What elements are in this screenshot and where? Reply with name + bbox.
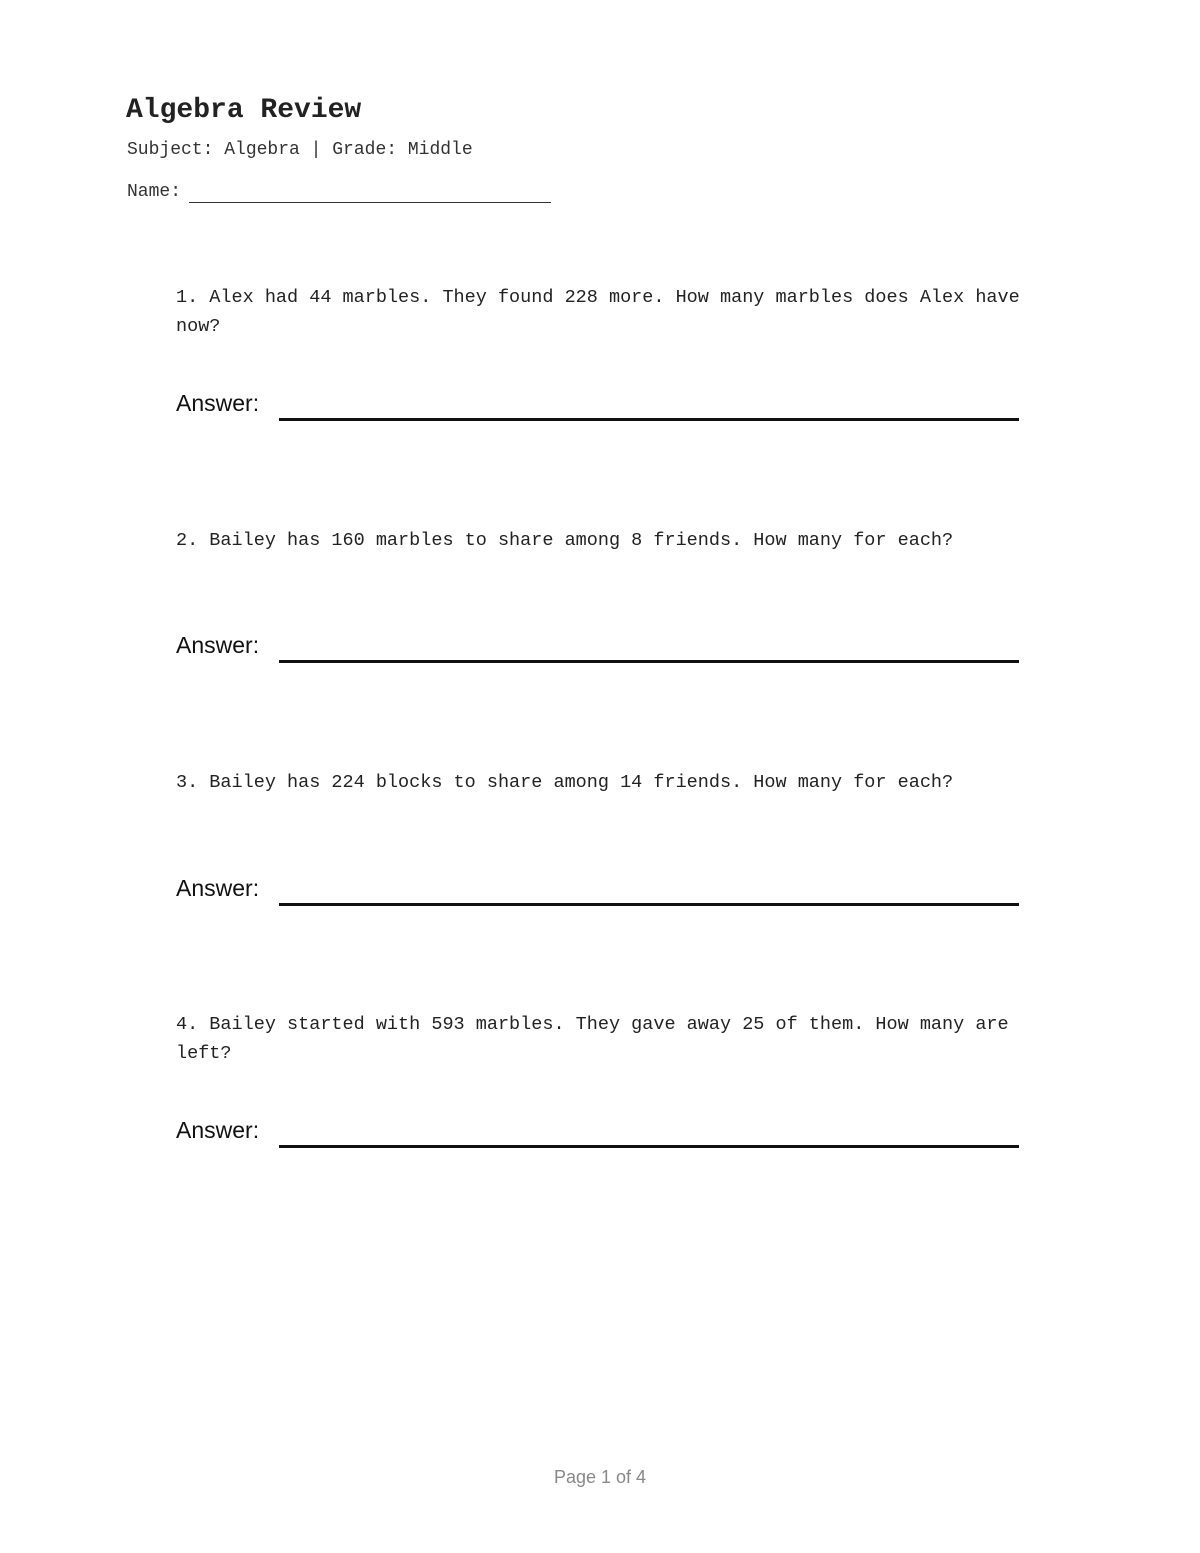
answer-row — [176, 1117, 1019, 1143]
answer-blank-line[interactable] — [279, 1145, 1019, 1148]
question-4 — [176, 1010, 1046, 1143]
question-2 — [176, 526, 1046, 658]
answer-blank-line[interactable] — [279, 660, 1019, 663]
worksheet-title: Algebra Review — [126, 95, 362, 126]
answer-row — [176, 875, 1019, 901]
name-row — [127, 181, 551, 203]
question-text: 2. Bailey has 160 marbles to share among 8 friends. How many for each? — [176, 530, 954, 551]
question-text: 3. Bailey has 224 blocks to share among 14 friends. How many for each? — [176, 772, 954, 793]
answer-label: Answer: — [176, 632, 260, 658]
question-text: 1. Alex had 44 marbles. They found 228 more. How many marbles does Alex have now? — [176, 287, 1020, 337]
question-1 — [176, 283, 1046, 416]
subject-grade-line: Subject: Algebra | Grade: Middle — [127, 140, 473, 160]
name-label: Name: — [127, 182, 182, 202]
answer-blank-line[interactable] — [279, 903, 1019, 906]
answer-label: Answer: — [176, 875, 260, 901]
answer-row — [176, 390, 1019, 416]
question-text: 4. Bailey started with 593 marbles. They gave away 25 of them. How many are left? — [176, 1014, 1009, 1064]
answer-label: Answer: — [176, 1117, 260, 1143]
answer-row — [176, 632, 1019, 658]
answer-blank-line[interactable] — [279, 418, 1019, 421]
name-blank-line[interactable] — [189, 184, 551, 203]
page-number: Page 1 of 4 — [553, 1467, 647, 1487]
question-3 — [176, 768, 1046, 901]
answer-label: Answer: — [176, 390, 260, 416]
